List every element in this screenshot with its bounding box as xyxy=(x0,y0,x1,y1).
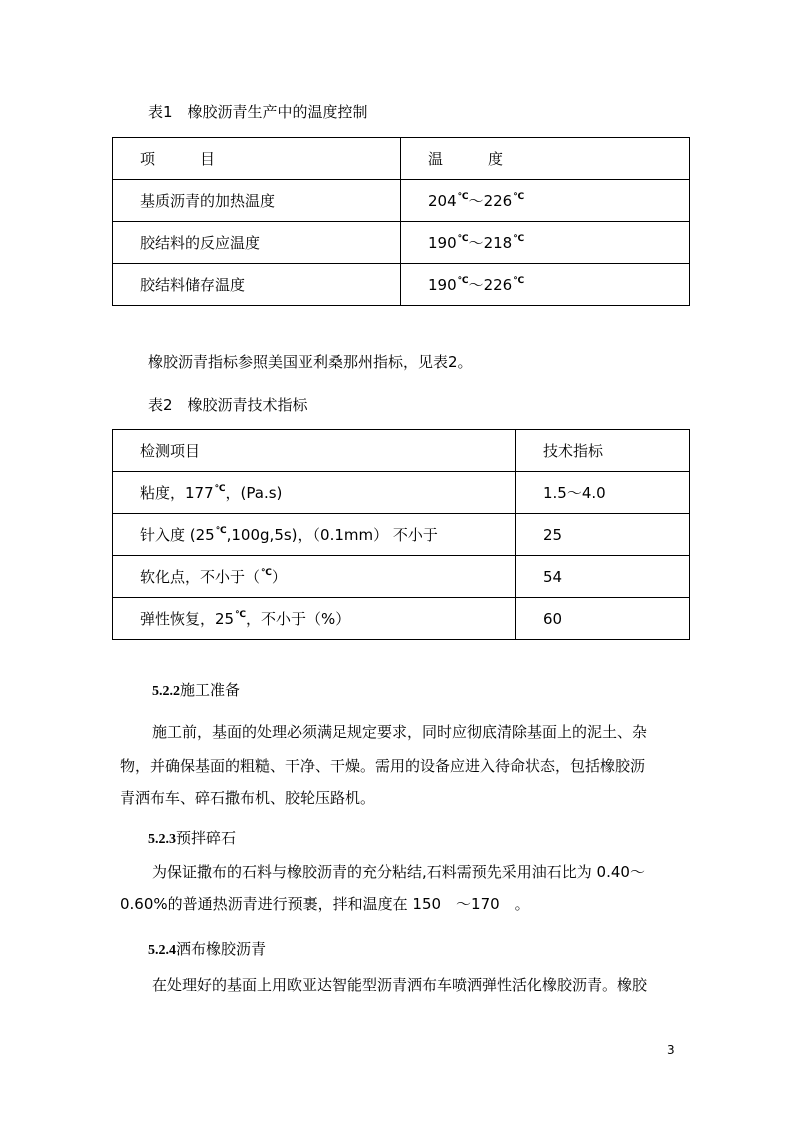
section-title: 施工准备 xyxy=(180,681,241,699)
degree-unit: ℃ xyxy=(513,276,525,286)
intro-sentence: 橡胶沥青指标参照美国亚利桑那州指标，见表2。 xyxy=(148,353,473,371)
paragraph-line: 在处理好的基面上用欧亚达智能型沥青洒布车喷洒弹性活化橡胶沥青。橡胶 xyxy=(152,976,648,994)
table-row xyxy=(113,514,690,556)
table2-cell-item: 针入度 (25℃,100g,5s)，（0.1mm） 不小于 xyxy=(113,514,516,556)
paragraph-line: 青洒布车、碎石撒布机、胶轮压路机。 xyxy=(120,789,376,807)
table1-cell-temp xyxy=(401,180,690,222)
table1-cell-temp xyxy=(401,222,690,264)
table1-temperature-control xyxy=(112,137,690,306)
section-heading-524 xyxy=(148,938,266,959)
table-row xyxy=(113,138,690,180)
degree-unit: ℃ xyxy=(457,276,469,286)
table-row xyxy=(113,264,690,306)
section-number: 5.2.2 xyxy=(152,684,180,699)
section-heading-523 xyxy=(148,827,236,848)
degree-unit: ℃ xyxy=(457,234,469,244)
paragraph-line: 0.60%的普通热沥青进行预裹，拌和温度在 150 ～170 。 xyxy=(120,895,530,913)
section-number: 5.2.4 xyxy=(148,943,176,958)
section-heading-522 xyxy=(152,679,240,700)
table2-cell-item: 软化点，不小于（℃） xyxy=(113,556,516,598)
range-separator: ～ xyxy=(468,276,484,294)
table1-cell-item: 基质沥青的加热温度 xyxy=(113,180,401,222)
table1-cell-item: 胶结料储存温度 xyxy=(113,264,401,306)
paragraph-line: 物，并确保基面的粗糙、干净、干燥。需用的设备应进入待命状态，包括橡胶沥 xyxy=(120,757,646,775)
degree-unit: ℃ xyxy=(513,192,525,202)
temp-high: 226 xyxy=(483,276,513,294)
table2-cell-value: 54 xyxy=(516,556,690,598)
range-separator: ～ xyxy=(468,192,484,210)
degree-unit: ℃ xyxy=(214,484,226,494)
table2-header-item: 检测项目 xyxy=(113,430,516,472)
temp-low: 204 xyxy=(428,192,457,210)
table-row xyxy=(113,472,690,514)
section-title: 洒布橡胶沥青 xyxy=(176,940,267,958)
table-row xyxy=(113,430,690,472)
temp-high: 226 xyxy=(483,192,513,210)
table1-cell-temp xyxy=(401,264,690,306)
degree-unit: ℃ xyxy=(457,192,469,202)
temp-low: 190 xyxy=(428,276,457,294)
paragraph-line: 施工前，基面的处理必须满足规定要求，同时应彻底清除基面上的泥土、杂 xyxy=(152,723,648,741)
table2-cell-value: 60 xyxy=(516,598,690,640)
table2-cell-value: 1.5～4.0 xyxy=(516,472,690,514)
section-title: 预拌碎石 xyxy=(176,829,237,847)
temp-high: 218 xyxy=(483,234,513,252)
table2-technical-specs xyxy=(112,429,690,640)
table1-header-item: 项 目 xyxy=(113,138,401,180)
page-number: 3 xyxy=(667,1043,675,1057)
range-separator: ～ xyxy=(468,234,484,252)
degree-unit: ℃ xyxy=(513,234,525,244)
table-row xyxy=(113,556,690,598)
table1-cell-item: 胶结料的反应温度 xyxy=(113,222,401,264)
degree-unit: ℃ xyxy=(215,526,227,536)
temp-low: 190 xyxy=(428,234,457,252)
table2-cell-item: 粘度，177℃，(Pa.s) xyxy=(113,472,516,514)
table-row xyxy=(113,222,690,264)
table1-caption: 表1 橡胶沥青生产中的温度控制 xyxy=(148,103,368,121)
table2-caption: 表2 橡胶沥青技术指标 xyxy=(148,396,308,414)
table-row xyxy=(113,598,690,640)
table1-header-temp: 温 度 xyxy=(401,138,690,180)
table2-cell-value: 25 xyxy=(516,514,690,556)
degree-unit: ℃ xyxy=(235,610,246,620)
table-row xyxy=(113,180,690,222)
paragraph-line: 为保证撒布的石料与橡胶沥青的充分粘结,石料需预先采用油石比为 0.40～ xyxy=(152,863,645,881)
table2-cell-item: 弹性恢复，25℃，不小于（%） xyxy=(113,598,516,640)
section-number: 5.2.3 xyxy=(148,832,176,847)
table2-header-spec: 技术指标 xyxy=(516,430,690,472)
degree-unit: ℃ xyxy=(261,568,272,578)
